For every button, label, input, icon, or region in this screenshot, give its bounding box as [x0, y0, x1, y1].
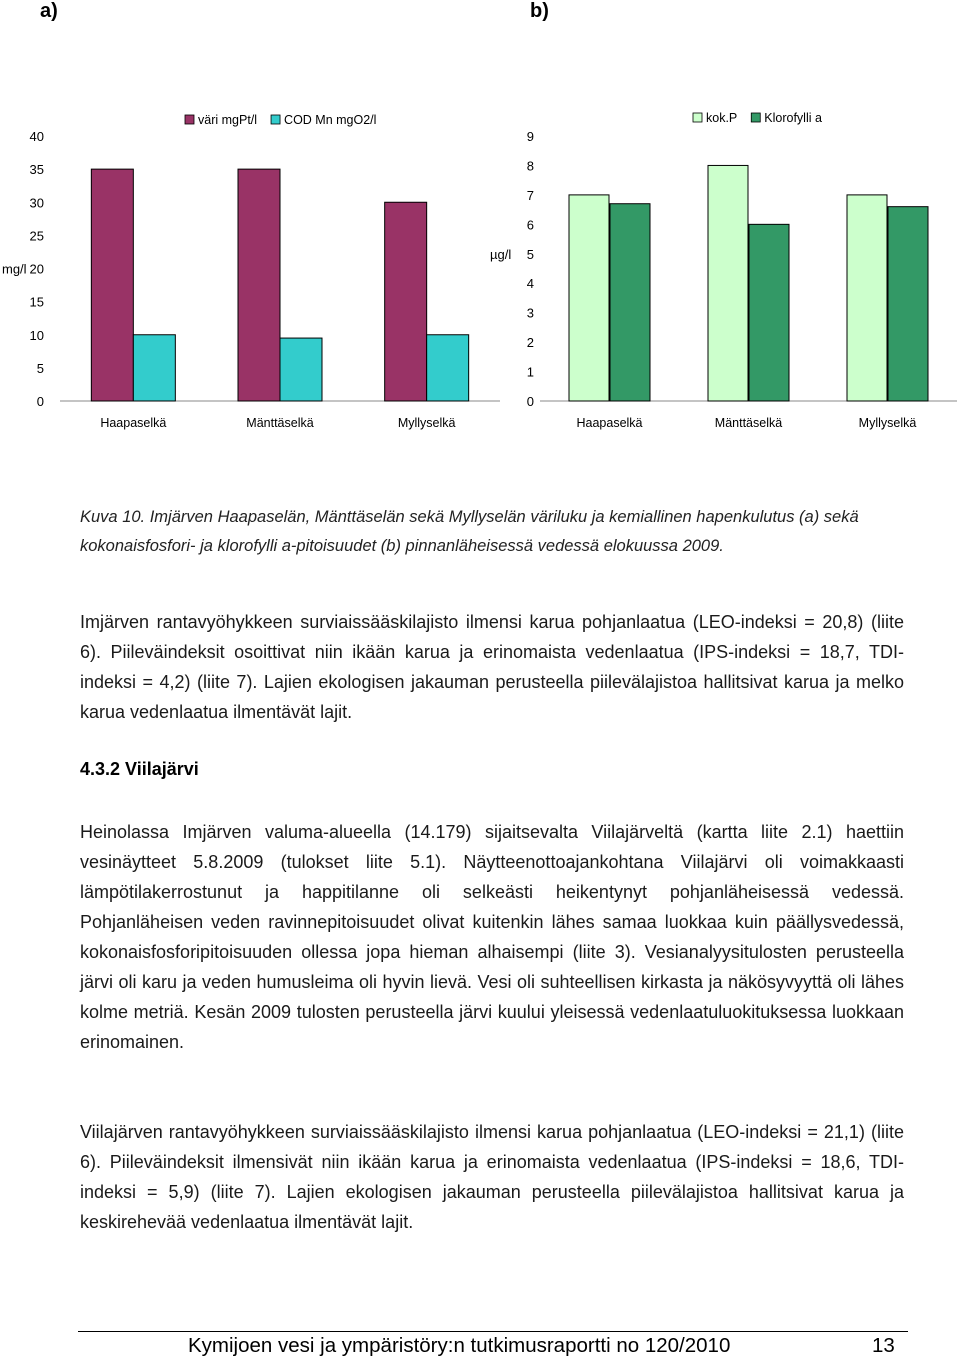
- bar-mänttäselkä-0: [708, 165, 748, 401]
- page-number: 13: [872, 1334, 895, 1357]
- bar-mänttäselkä-0: [238, 169, 280, 401]
- x-tick-label: Mänttäselkä: [246, 416, 314, 430]
- y-tick-label: 20: [29, 261, 44, 277]
- chart-b: [490, 100, 960, 440]
- x-tick-label: Mänttäselkä: [714, 416, 783, 430]
- bar-haapaselkä-1: [133, 335, 175, 401]
- y-axis-label: mg/l: [2, 261, 27, 277]
- bar-myllyselkä-1: [888, 207, 928, 401]
- chart-a: [0, 100, 500, 440]
- legend-swatch: [271, 115, 280, 124]
- panel-label-b: b): [530, 0, 549, 22]
- footer-title: Kymijoen vesi ja ympäristöry:n tutkimusraportti no 120/2010: [188, 1334, 731, 1357]
- y-tick-label: 30: [29, 195, 44, 211]
- y-tick-label: 3: [526, 305, 534, 321]
- x-tick-label: Haapaselkä: [100, 416, 167, 430]
- y-tick-label: 25: [29, 228, 44, 244]
- y-tick-label: 7: [526, 187, 534, 203]
- bar-mänttäselkä-1: [749, 224, 789, 401]
- figure-caption: Kuva 10. Imjärven Haapaselän, Mänttäselän sekä Myllyselän väriluku ja kemiallinen hapenkulutus (a) sekä kokonaisfosfori- ja klorofylli a-pitoisuudet (b) pinnanläheisessä vedessä elokuussa 2009.: [80, 508, 859, 555]
- section-heading: 4.3.2 Viilajärvi: [80, 759, 199, 779]
- bar-haapaselkä-0: [91, 169, 133, 401]
- x-tick-label: Myllyselkä: [397, 416, 456, 430]
- chart-a-svg: [0, 100, 500, 440]
- legend-label: väri mgPt/l: [198, 113, 258, 127]
- y-tick-label: 5: [526, 246, 534, 262]
- y-tick-label: 35: [29, 162, 44, 178]
- y-tick-label: 4: [526, 276, 534, 292]
- x-tick-label: Myllyselkä: [858, 416, 917, 430]
- legend-swatch: [751, 113, 760, 122]
- y-axis-label: µg/l: [490, 246, 512, 262]
- bar-haapaselkä-0: [569, 195, 609, 401]
- bar-haapaselkä-1: [610, 204, 650, 401]
- chart-b-svg: [490, 100, 960, 440]
- x-tick-label: Haapaselkä: [576, 416, 643, 430]
- y-tick-label: 15: [29, 294, 44, 310]
- y-tick-label: 0: [526, 394, 534, 409]
- y-tick-label: 5: [36, 360, 44, 376]
- y-tick-label: 10: [29, 327, 44, 343]
- paragraph-imjarvi-biology: Imjärven rantavyöhykkeen surviaissääskilajisto ilmensi karua pohjanlaatua (LEO-indeksi = 20,8) (liite 6). Piileväindeksit osoittivat niin ikään karua ja erinomaista vedenlaatua (IPS-indeksi = 18,7, TDI-indeksi = 4,2) (liite 7). Lajien ekologisen jakauman perusteella piilevälajistoa hallitsivat karua ja melko karua vedenlaatua ilmentävät lajit.: [80, 612, 904, 722]
- y-tick-label: 1: [526, 364, 534, 380]
- legend-label: Klorofylli a: [764, 111, 822, 125]
- y-tick-label: 0: [36, 394, 44, 409]
- bar-myllyselkä-0: [847, 195, 887, 401]
- y-tick-label: 9: [526, 129, 534, 144]
- legend-label: COD Mn mgO2/l: [284, 113, 377, 127]
- legend-label: kok.P: [706, 111, 738, 125]
- paragraph-viilajarvi-water: Heinolassa Imjärven valuma-alueella (14.179) sijaitsevalta Viilajärveltä (kartta liite 2.1) haettiin vesinäytteet 5.8.2009 (tulokset liite 5.1). Näytteenottoajankohtana Viilajärvi oli voimakkaasti lämpötilakerrostunut ja happitilanne oli selkeästi heikentynyt pohjanläheisessä vedessä. Pohjanläheisen veden ravinnepitoisuudet olivat kuitenkin lähes samaa luokkaa kuin päällysvedessä, kokonaisfosforipitoisuuden ollessa jopa hieman alhaisempi (liite 3). Vesianalyysitulosten perusteella järvi oli karu ja veden humusleima oli hyvin lievä. Vesi oli suhteellisen kirkasta ja näkösyvyyttä oli lähes kolme metriä. Kesän 2009 tulosten perusteella järvi kuului yleisessä vedenlaatuluokituksessa luokkaan erinomainen.: [80, 822, 904, 1052]
- legend-swatch: [185, 115, 194, 124]
- panel-label-a: a): [40, 0, 58, 22]
- bar-myllyselkä-1: [427, 335, 469, 401]
- legend-swatch: [693, 113, 702, 122]
- paragraph-viilajarvi-biology: Viilajärven rantavyöhykkeen surviaissääskilajisto ilmensi karua pohjanlaatua (LEO-indeksi = 21,1) (liite 6). Piileväindeksit ilmensivät niin ikään karua ja erinomaista vedenlaatua (IPS-indeksi = 18,6, TDI-indeksi = 5,9) (liite 7). Lajien ekologisen jakauman perusteella piilevälajistoa hallitsivat karua ja keskirehevää vedenlaatua ilmentävät lajit.: [80, 1122, 904, 1232]
- y-tick-label: 2: [526, 335, 534, 351]
- footer-rule: [78, 1331, 908, 1332]
- y-tick-label: 40: [29, 129, 44, 144]
- bar-mänttäselkä-1: [280, 338, 322, 401]
- y-tick-label: 8: [526, 158, 534, 174]
- bar-myllyselkä-0: [385, 202, 427, 401]
- y-tick-label: 6: [526, 217, 534, 233]
